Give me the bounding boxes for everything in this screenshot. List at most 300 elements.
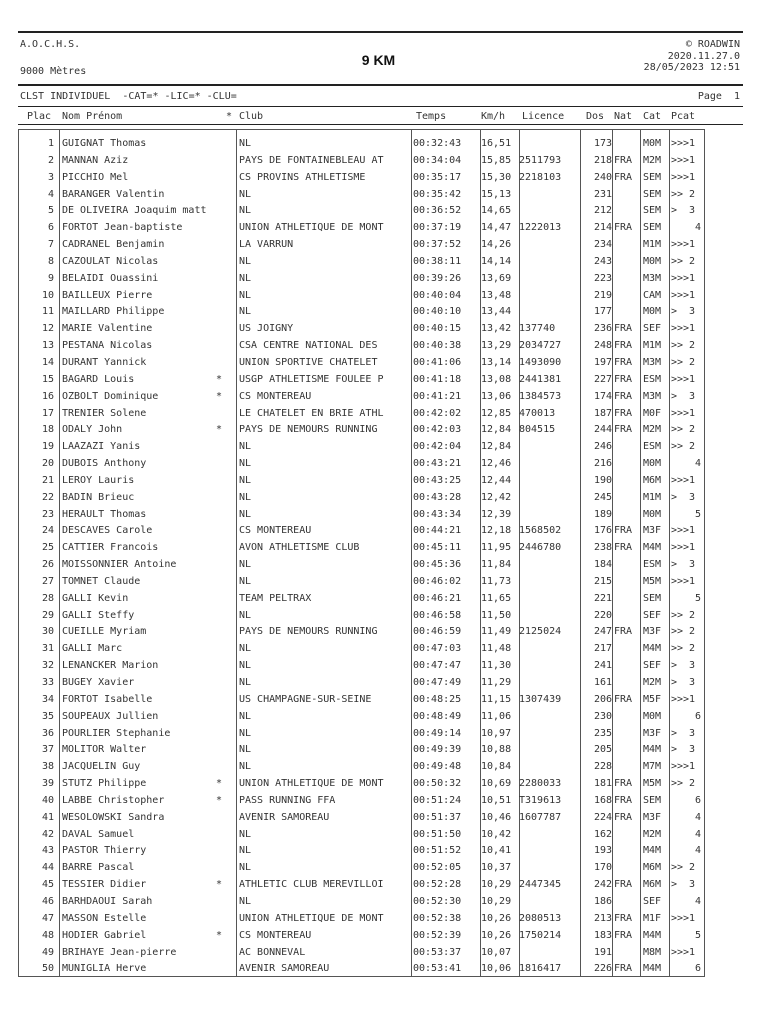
version: 2020.11.27.0 (667, 50, 740, 62)
cell-pcat: > 3 (671, 205, 696, 217)
cell-pcat: >> 2 (671, 424, 696, 436)
cell-cat: SEF (643, 895, 662, 907)
cell-nom: MASSON Estelle (62, 912, 147, 924)
cell-kmh: 10,97 (481, 727, 512, 739)
cell-pcat: > 3 (671, 660, 696, 672)
cell-club: NL (239, 643, 252, 655)
cell-temps: 00:40:04 (413, 289, 462, 301)
cell-kmh: 13,08 (481, 373, 512, 385)
cell-dos: 246 (593, 441, 612, 453)
cell-cat: M8M (643, 946, 662, 958)
cell-nom: DESCAVES Carole (62, 525, 153, 537)
cell-kmh: 12,42 (481, 491, 512, 503)
cell-club: NL (239, 727, 252, 739)
cell-cat: SEM (643, 188, 662, 200)
cell-dos: 212 (593, 205, 612, 217)
cell-plac: 50 (41, 963, 54, 975)
table-row (0, 961, 757, 978)
cell-nom: BAILLEUX Pierre (62, 289, 153, 301)
table-row (0, 136, 757, 153)
cell-cat: M2M (643, 828, 662, 840)
cell-plac: 3 (47, 171, 54, 183)
cell-pcat: >>>1 (671, 474, 696, 486)
cell-dos: 238 (593, 542, 612, 554)
cell-cat: M4M (643, 845, 662, 857)
cell-pcat: >>>1 (671, 323, 696, 335)
table-row (0, 641, 757, 658)
cell-club: CS MONTEREAU (239, 525, 312, 537)
cell-nom: STUTZ Philippe (62, 778, 147, 790)
cell-kmh: 10,07 (481, 946, 512, 958)
cell-club: NL (239, 761, 252, 773)
cell-nom: TESSIER Didier (62, 879, 147, 891)
cell-pcat: 4 (694, 458, 701, 470)
cell-pcat: > 3 (671, 491, 696, 503)
cell-nom: MARIE Valentine (62, 323, 153, 335)
cell-cat: M4M (643, 542, 662, 554)
cell-temps: 00:32:43 (413, 138, 462, 149)
cell-nom: DE OLIVEIRA Joaquim matt (62, 205, 207, 217)
cell-temps: 00:37:52 (413, 239, 462, 251)
cell-nom: CADRANEL Benjamin (62, 239, 165, 251)
cell-temps: 00:47:03 (413, 643, 462, 655)
cell-club: NL (239, 862, 252, 874)
cell-club: NL (239, 660, 252, 672)
cell-dos: 247 (593, 626, 612, 638)
cell-club: TEAM PELTRAX (239, 592, 312, 604)
brand: © ROADWIN (685, 39, 740, 50)
cell-nat: FRA (614, 373, 633, 385)
cell-kmh: 14,65 (481, 205, 512, 217)
cell-club: PAYS DE NEMOURS RUNNING (239, 424, 378, 436)
cell-licence: T319613 (519, 794, 562, 806)
cell-temps: 00:47:49 (413, 677, 462, 688)
cell-dos: 197 (593, 356, 612, 368)
cell-plac: 47 (41, 912, 54, 924)
cell-nat: FRA (614, 794, 633, 806)
cell-plac: 41 (41, 811, 54, 823)
cell-temps: 00:43:25 (413, 474, 462, 486)
cell-dos: 215 (593, 575, 612, 587)
cell-cat: CAM (643, 289, 662, 301)
cell-temps: 00:52:38 (413, 912, 462, 924)
table-row (0, 843, 757, 860)
cell-plac: 34 (41, 693, 54, 705)
cell-temps: 00:41:18 (413, 373, 462, 385)
table-row (0, 389, 757, 406)
cell-cat: SEF (643, 323, 662, 335)
cell-cat: SEM (643, 794, 662, 806)
cell-club: USGP ATHLETISME FOULEE P (239, 373, 384, 385)
cell-temps: 00:40:38 (413, 340, 462, 352)
cell-plac: 45 (41, 879, 54, 891)
cell-temps: 00:52:30 (413, 895, 462, 907)
cell-plac: 37 (41, 744, 54, 756)
cell-dos: 244 (593, 424, 612, 436)
cell-plac: 5 (47, 205, 54, 217)
cell-pcat: >>>1 (671, 575, 696, 587)
col-licence: Licence (522, 111, 565, 122)
cell-plac: 26 (41, 559, 54, 571)
cell-plac: 35 (41, 710, 54, 722)
cell-club: PASS RUNNING FFA (239, 794, 336, 806)
cell-dos: 206 (593, 693, 612, 705)
cell-nom: WESOLOWSKI Sandra (62, 811, 165, 823)
cell-nat: FRA (614, 912, 633, 924)
cell-pcat: >>>1 (671, 154, 696, 166)
cell-kmh: 13,14 (481, 356, 512, 368)
table-row (0, 827, 757, 844)
cell-kmh: 10,88 (481, 744, 512, 756)
cell-cat: M0M (643, 458, 662, 470)
table-row (0, 793, 757, 810)
table-row (0, 658, 757, 675)
cell-cat: SEM (643, 592, 662, 604)
cell-temps: 00:51:50 (413, 828, 462, 840)
cell-plac: 10 (41, 289, 54, 301)
cell-plac: 44 (41, 862, 54, 874)
cell-club: CS PROVINS ATHLETISME (239, 171, 366, 183)
cell-dos: 162 (593, 828, 612, 840)
table-row (0, 439, 757, 456)
cell-temps: 00:49:14 (413, 727, 462, 739)
cell-kmh: 11,84 (481, 559, 512, 571)
cell-kmh: 14,47 (481, 222, 512, 234)
cell-kmh: 11,65 (481, 592, 512, 604)
cell-cat: M0M (643, 710, 662, 722)
cell-pcat: 4 (694, 895, 701, 907)
cell-nat: FRA (614, 811, 633, 823)
cell-club: AVON ATHLETISME CLUB (239, 542, 360, 554)
cell-pcat: >>>1 (671, 761, 696, 773)
table-row (0, 726, 757, 743)
table-row (0, 540, 757, 557)
cell-dos: 176 (593, 525, 612, 537)
cell-temps: 00:52:28 (413, 879, 462, 891)
cell-dos: 189 (593, 508, 612, 520)
cell-nom: PASTOR Thierry (62, 845, 147, 857)
cell-temps: 00:45:36 (413, 559, 462, 571)
cell-club: NL (239, 710, 252, 722)
cell-cat: M3M (643, 272, 662, 284)
cell-kmh: 14,14 (481, 255, 512, 267)
cell-plac: 22 (41, 491, 54, 503)
cell-licence: 2080513 (519, 912, 562, 924)
filter-line: CLST INDIVIDUEL -CAT=* -LIC=* -CLU= (20, 91, 237, 102)
table-row (0, 254, 757, 271)
cell-licence: 1307439 (519, 693, 562, 705)
table-row (0, 860, 757, 877)
table-row (0, 153, 757, 170)
cell-plac: 8 (47, 255, 54, 267)
cell-nom: PESTANA Nicolas (62, 340, 153, 352)
cell-pcat: >> 2 (671, 609, 696, 621)
cell-kmh: 10,41 (481, 845, 512, 857)
cell-club: NL (239, 138, 252, 149)
cell-temps: 00:50:32 (413, 778, 462, 790)
cell-plac: 43 (41, 845, 54, 857)
cell-dos: 191 (593, 946, 612, 958)
cell-plac: 12 (41, 323, 54, 335)
cell-nom: DAVAL Samuel (62, 828, 135, 840)
cell-nat: FRA (614, 542, 633, 554)
cell-temps: 00:53:41 (413, 963, 462, 975)
cell-temps: 00:35:42 (413, 188, 462, 200)
cell-temps: 00:42:03 (413, 424, 462, 436)
cell-nom: JACQUELIN Guy (62, 761, 141, 773)
cell-licence: 1750214 (519, 929, 562, 941)
table-row (0, 288, 757, 305)
table-row (0, 810, 757, 827)
cell-nom: BRIHAYE Jean-pierre (62, 946, 177, 958)
cell-club: ATHLETIC CLUB MEREVILLOI (239, 879, 384, 891)
cell-club: LA VARRUN (239, 239, 294, 251)
cell-kmh: 11,06 (481, 710, 512, 722)
cell-dos: 161 (593, 677, 612, 688)
cell-cat: M1M (643, 340, 662, 352)
cell-dos: 231 (593, 188, 612, 200)
table-row (0, 557, 757, 574)
cell-cat: ESM (643, 559, 662, 571)
cell-dos: 174 (593, 390, 612, 402)
cell-nom: ODALY John (62, 424, 123, 436)
cell-plac: 42 (41, 828, 54, 840)
cell-dos: 218 (593, 154, 612, 166)
cell-plac: 13 (41, 340, 54, 352)
cell-plac: 38 (41, 761, 54, 773)
cell-licence: 1607787 (519, 811, 562, 823)
table-row (0, 237, 757, 254)
cell-kmh: 10,69 (481, 778, 512, 790)
table-row (0, 372, 757, 389)
cell-kmh: 15,13 (481, 188, 512, 200)
cell-nat: FRA (614, 693, 633, 705)
cell-dos: 177 (593, 306, 612, 318)
cell-club: CSA CENTRE NATIONAL DES (239, 340, 378, 352)
cell-kmh: 10,29 (481, 879, 512, 891)
cell-nom: DUBOIS Anthony (62, 458, 147, 470)
cell-licence: 1493090 (519, 356, 562, 368)
cell-cat: M1M (643, 491, 662, 503)
cell-cat: M0M (643, 255, 662, 267)
cell-pcat: >> 2 (671, 441, 696, 453)
cell-club: NL (239, 491, 252, 503)
cell-club: NL (239, 441, 252, 453)
cell-dos: 168 (593, 794, 612, 806)
cell-plac: 40 (41, 794, 54, 806)
cell-dos: 214 (593, 222, 612, 234)
cell-cat: M2M (643, 424, 662, 436)
cell-temps: 00:48:49 (413, 710, 462, 722)
cell-licence: 1816417 (519, 963, 562, 975)
cell-licence: 804515 (519, 424, 556, 436)
cell-kmh: 13,06 (481, 390, 512, 402)
table-row (0, 422, 757, 439)
cell-temps: 00:43:21 (413, 458, 462, 470)
cell-cat: SEM (643, 222, 662, 234)
cell-nom: BELAIDI Ouassini (62, 272, 159, 284)
cell-kmh: 13,42 (481, 323, 512, 335)
cell-club: PAYS DE NEMOURS RUNNING (239, 626, 378, 638)
cell-temps: 00:34:04 (413, 154, 462, 166)
cell-plac: 6 (47, 222, 54, 234)
cell-kmh: 10,42 (481, 828, 512, 840)
cell-pcat: >>>1 (671, 542, 696, 554)
table-row (0, 523, 757, 540)
cell-licence: 2034727 (519, 340, 562, 352)
cell-licence: 2280033 (519, 778, 562, 790)
cell-temps: 00:51:52 (413, 845, 462, 857)
cell-licence: 1568502 (519, 525, 562, 537)
cell-temps: 00:36:52 (413, 205, 462, 217)
cell-cat: M1F (643, 912, 662, 924)
cell-plac: 30 (41, 626, 54, 638)
cell-nat: FRA (614, 154, 633, 166)
cell-temps: 00:41:21 (413, 390, 462, 402)
page-title: 9 KM (361, 52, 396, 68)
cell-kmh: 10,26 (481, 912, 512, 924)
cell-temps: 00:48:25 (413, 693, 462, 705)
col-star: * (226, 111, 233, 122)
cell-club: CS MONTEREAU (239, 390, 312, 402)
table-row (0, 271, 757, 288)
cell-nom: PICCHIO Mel (62, 171, 129, 183)
cell-club: NL (239, 272, 252, 284)
cell-cat: SEM (643, 171, 662, 183)
cell-pcat: >> 2 (671, 643, 696, 655)
cell-temps: 00:43:28 (413, 491, 462, 503)
cell-club: NL (239, 895, 252, 907)
cell-pcat: > 3 (671, 306, 696, 318)
table-row (0, 877, 757, 894)
cell-temps: 00:46:21 (413, 592, 462, 604)
table-row (0, 624, 757, 641)
cell-temps: 00:41:06 (413, 356, 462, 368)
cell-temps: 00:44:21 (413, 525, 462, 537)
page-number: Page 1 (697, 91, 740, 102)
cell-plac: 28 (41, 592, 54, 604)
cell-dos: 219 (593, 289, 612, 301)
cell-club: UNION ATHLETIQUE DE MONT (239, 912, 384, 924)
cell-plac: 29 (41, 609, 54, 621)
cell-club: UNION ATHLETIQUE DE MONT (239, 222, 384, 234)
cell-cat: M0M (643, 508, 662, 520)
cell-pcat: 5 (694, 508, 701, 520)
cell-club: NL (239, 255, 252, 267)
cell-kmh: 11,73 (481, 575, 512, 587)
cell-pcat: >>>1 (671, 946, 696, 958)
cell-nat: FRA (614, 340, 633, 352)
cell-plac: 46 (41, 895, 54, 907)
cell-club: AVENIR SAMOREAU (239, 811, 330, 823)
cell-nom: BAGARD Louis (62, 373, 135, 385)
cell-nom: LAAZAZI Yanis (62, 441, 141, 453)
table-row (0, 928, 757, 945)
table-row (0, 911, 757, 928)
cell-pcat: >>>1 (671, 171, 696, 183)
cell-club: NL (239, 474, 252, 486)
cell-nat: FRA (614, 879, 633, 891)
cell-dos: 170 (593, 862, 612, 874)
cell-club: NL (239, 609, 252, 621)
cell-nom: BUGEY Xavier (62, 677, 135, 688)
cell-dos: 228 (593, 761, 612, 773)
cell-plac: 20 (41, 458, 54, 470)
cell-club: LE CHATELET EN BRIE ATHL (239, 407, 384, 419)
cell-licensed-star: * (215, 929, 223, 941)
cell-kmh: 13,69 (481, 272, 512, 284)
cell-licence: 1222013 (519, 222, 562, 234)
cell-dos: 243 (593, 255, 612, 267)
cell-dos: 224 (593, 811, 612, 823)
table-row (0, 709, 757, 726)
cell-cat: M6M (643, 879, 662, 891)
cell-nat: FRA (614, 323, 633, 335)
cell-kmh: 15,30 (481, 171, 512, 183)
cell-kmh: 16,51 (481, 138, 512, 149)
cell-club: NL (239, 205, 252, 217)
cell-cat: M4M (643, 744, 662, 756)
cell-club: NL (239, 458, 252, 470)
cell-club: US JOIGNY (239, 323, 294, 335)
cell-pcat: 4 (694, 811, 701, 823)
cell-nom: TRENIER Solene (62, 407, 147, 419)
cell-pcat: >> 2 (671, 778, 696, 790)
cell-dos: 234 (593, 239, 612, 251)
columns-top-rule (18, 106, 743, 107)
cell-temps: 00:46:58 (413, 609, 462, 621)
cell-cat: SEF (643, 609, 662, 621)
cell-plac: 39 (41, 778, 54, 790)
cell-temps: 00:49:48 (413, 761, 462, 773)
cell-kmh: 12,84 (481, 441, 512, 453)
cell-nat: FRA (614, 525, 633, 537)
cell-licence: 2511793 (519, 154, 562, 166)
cell-pcat: >> 2 (671, 255, 696, 267)
cell-dos: 217 (593, 643, 612, 655)
cell-pcat: >> 2 (671, 340, 696, 352)
cell-pcat: > 3 (671, 559, 696, 571)
col-nom: Nom Prénom (62, 111, 123, 122)
cell-dos: 186 (593, 895, 612, 907)
cell-plac: 19 (41, 441, 54, 453)
cell-club: NL (239, 306, 252, 318)
cell-temps: 00:51:24 (413, 794, 462, 806)
col-cat: Cat (643, 111, 662, 122)
cell-cat: SEM (643, 205, 662, 217)
cell-dos: 213 (593, 912, 612, 924)
cell-pcat: >>>1 (671, 525, 696, 537)
cell-temps: 00:46:59 (413, 626, 462, 638)
cell-dos: 240 (593, 171, 612, 183)
cell-kmh: 11,95 (481, 542, 512, 554)
cell-kmh: 12,85 (481, 407, 512, 419)
cell-pcat: >> 2 (671, 188, 696, 200)
cell-kmh: 12,44 (481, 474, 512, 486)
cell-temps: 00:49:39 (413, 744, 462, 756)
cell-kmh: 11,15 (481, 693, 512, 705)
table-row (0, 203, 757, 220)
cell-plac: 9 (47, 272, 54, 284)
cell-licence: 137740 (519, 323, 556, 335)
cell-temps: 00:37:19 (413, 222, 462, 234)
cell-pcat: 4 (694, 222, 701, 234)
cell-nat: FRA (614, 424, 633, 436)
cell-club: US CHAMPAGNE-SUR-SEINE (239, 693, 372, 705)
cell-kmh: 14,26 (481, 239, 512, 251)
cell-plac: 11 (41, 306, 54, 318)
cell-licence: 2446780 (519, 542, 562, 554)
